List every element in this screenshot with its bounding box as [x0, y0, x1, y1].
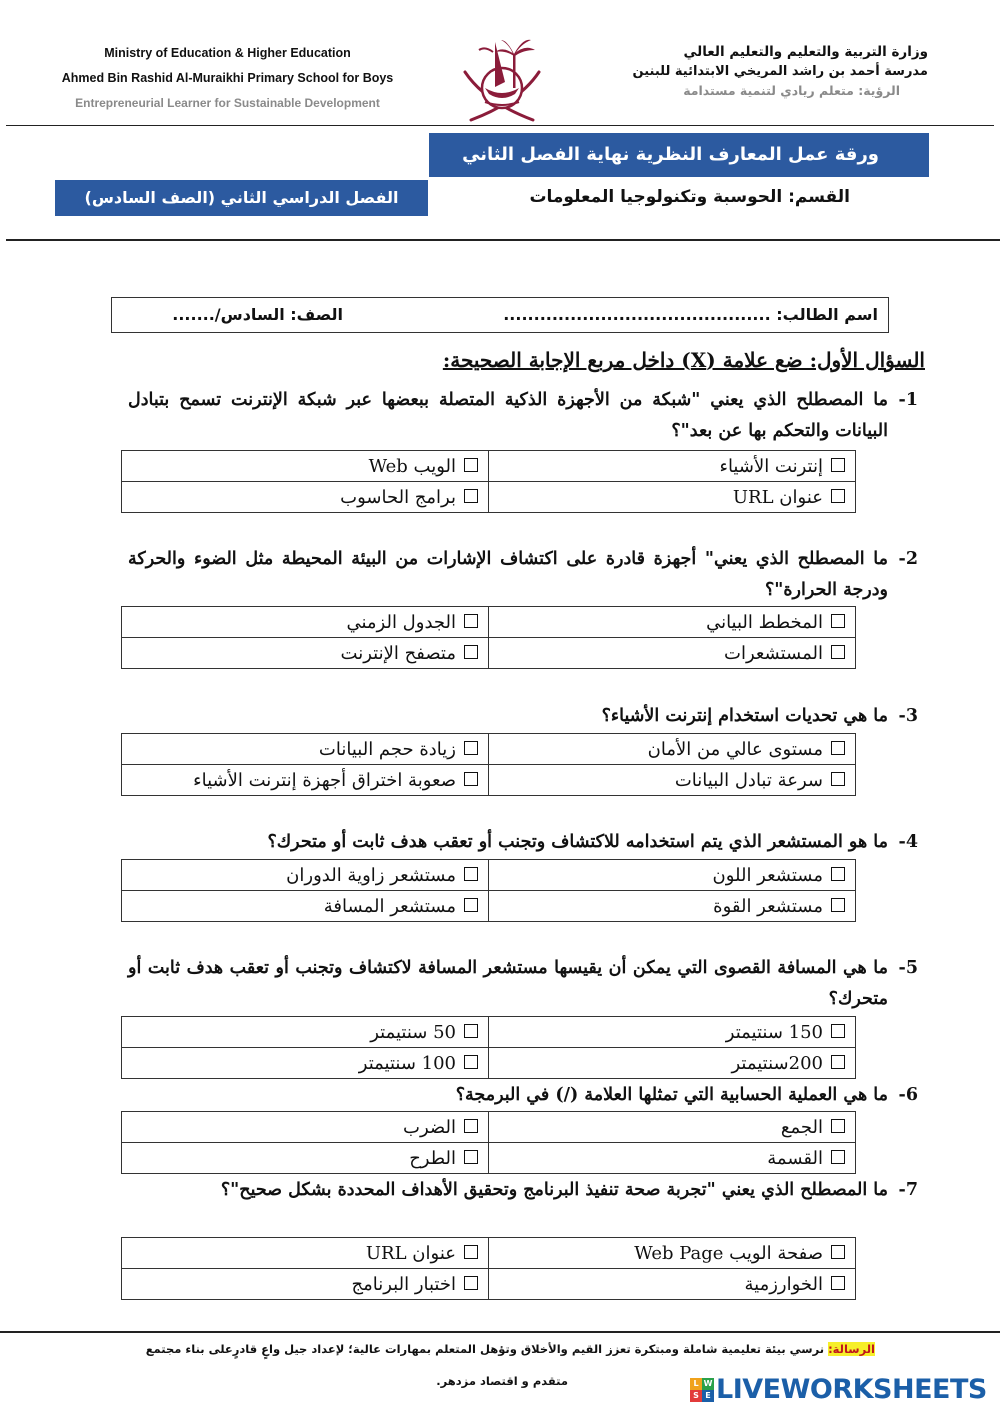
- option[interactable]: الخوارزمية: [489, 1269, 856, 1300]
- option[interactable]: الجدول الزمني: [122, 607, 489, 638]
- options-table-1: [121, 450, 856, 513]
- question-number: 6-: [898, 1085, 918, 1105]
- option[interactable]: 150 سنتيمتر: [489, 1017, 856, 1048]
- ministry-name-en: Ministry of Education & Higher Education: [104, 46, 351, 60]
- option[interactable]: صعوبة اختراق أجهزة إنترنت الأشياء: [122, 765, 489, 796]
- question-text: ما هي العملية الحسابية التي تمثلها العلامة (/) في البرمجة؟: [455, 1085, 888, 1105]
- ministry-name-ar: وزارة التربية والتعليم والتعليم العالي: [683, 44, 928, 60]
- options-table-5: [121, 1016, 856, 1079]
- liveworksheets-logo-icon: L W S E: [690, 1378, 714, 1402]
- checkbox-icon[interactable]: [831, 1024, 845, 1038]
- question-7: [128, 1175, 918, 1206]
- question-number: 3-: [898, 706, 918, 726]
- worksheet-title: ورقة عمل المعارف النظرية نهاية الفصل الثاني: [429, 133, 929, 177]
- option[interactable]: مستوى عالي من الأمان: [489, 734, 856, 765]
- message-text: نرسي بيئة تعليمية شاملة ومبتكرة تعزز القيم والأخلاق وتؤهل المتعلم بمهارات عالية؛ لإعداد جيل واعٍ قادرٍعلى بناء مجتمع: [145, 1342, 829, 1356]
- checkbox-icon[interactable]: [831, 772, 845, 786]
- option[interactable]: اختبار البرنامج: [122, 1269, 489, 1300]
- options-table-7: [121, 1237, 856, 1300]
- footer-divider: [0, 1331, 1000, 1333]
- option[interactable]: 200سنتيمتر: [489, 1048, 856, 1079]
- checkbox-icon[interactable]: [464, 458, 478, 472]
- question-text: ما هي تحديات استخدام إنترنت الأشياء؟: [601, 706, 888, 726]
- option[interactable]: زيادة حجم البيانات: [122, 734, 489, 765]
- option[interactable]: برامج الحاسوب: [122, 482, 489, 513]
- options-table-2: [121, 606, 856, 669]
- checkbox-icon[interactable]: [464, 1150, 478, 1164]
- option[interactable]: عنوان URL: [122, 1238, 489, 1269]
- option[interactable]: القسمة: [489, 1143, 856, 1174]
- question-text: ما هو المستشعر الذي يتم استخدامه للاكتشاف وتجنب أو تعقب هدف ثابت أو متحرك؟: [267, 832, 888, 852]
- question-number: 2-: [898, 549, 918, 569]
- department-label: القسم: الحوسبة وتكنولوجيا المعلومات: [529, 187, 850, 207]
- checkbox-icon[interactable]: [464, 1024, 478, 1038]
- checkbox-icon[interactable]: [831, 898, 845, 912]
- question-number: 1-: [898, 390, 918, 410]
- checkbox-icon[interactable]: [831, 741, 845, 755]
- student-name-field[interactable]: اسم الطالب: ............................................: [503, 305, 878, 324]
- checkbox-icon[interactable]: [464, 1276, 478, 1290]
- term-label: الفصل الدراسي الثاني (الصف السادس): [55, 180, 428, 216]
- question-6: [128, 1080, 918, 1111]
- vision-en: Entrepreneurial Learner for Sustainable Development: [75, 96, 380, 110]
- question-number: 7-: [898, 1180, 918, 1200]
- option[interactable]: إنترنت الأشياء: [489, 451, 856, 482]
- title-divider: [6, 239, 1000, 241]
- checkbox-icon[interactable]: [831, 489, 845, 503]
- options-table-3: [121, 733, 856, 796]
- option[interactable]: متصفح الإنترنت: [122, 638, 489, 669]
- checkbox-icon[interactable]: [464, 489, 478, 503]
- option[interactable]: مستشعر القوة: [489, 891, 856, 922]
- checkbox-icon[interactable]: [464, 614, 478, 628]
- checkbox-icon[interactable]: [831, 1055, 845, 1069]
- question-text: ما المصطلح الذي يعني "شبكة من الأجهزة الذكية المتصلة ببعضها عبر شبكة الإنترنت تسمح بتبادل البيانات والتحكم بها عن بعد"؟: [128, 390, 888, 441]
- school-name-en: Ahmed Bin Rashid Al-Muraikhi Primary School for Boys: [61, 71, 394, 85]
- checkbox-icon[interactable]: [831, 645, 845, 659]
- checkbox-icon[interactable]: [464, 898, 478, 912]
- checkbox-icon[interactable]: [831, 1276, 845, 1290]
- checkbox-icon[interactable]: [464, 1055, 478, 1069]
- vision-ar: الرؤية: متعلم ريادي لتنمية مستدامة: [683, 83, 900, 98]
- options-table-4: [121, 859, 856, 922]
- section-title: السؤال الأول: ضع علامة (X) داخل مربع الإجابة الصحيحة:: [442, 348, 925, 372]
- question-3: [128, 701, 918, 732]
- question-2: [128, 544, 918, 606]
- checkbox-icon[interactable]: [464, 1245, 478, 1259]
- checkbox-icon[interactable]: [831, 1150, 845, 1164]
- state-emblem-icon: [455, 32, 549, 126]
- option[interactable]: 100 سنتيمتر: [122, 1048, 489, 1079]
- message-label: الرسالة:: [828, 1342, 875, 1356]
- question-text: ما المصطلح الذي يعني" أجهزة قادرة على اكتشاف الإشارات من البيئة المحيطة مثل الضوء والحركة ودرجة الحرارة"؟: [128, 549, 888, 600]
- option[interactable]: مستشعر المسافة: [122, 891, 489, 922]
- option[interactable]: الويب Web: [122, 451, 489, 482]
- ministry-header-ar: [598, 42, 928, 101]
- option[interactable]: المستشعرات: [489, 638, 856, 669]
- checkbox-icon[interactable]: [831, 1119, 845, 1133]
- option[interactable]: سرعة تبادل البيانات: [489, 765, 856, 796]
- option[interactable]: المخطط البياني: [489, 607, 856, 638]
- question-text: ما هي المسافة القصوى التي يمكن أن يقيسها مستشعر المسافة لاكتشاف وتجنب أو تعقب هدف ثابت أو متحرك؟: [128, 958, 888, 1009]
- question-text: ما المصطلح الذي يعني "تجربة صحة تنفيذ البرنامج وتحقيق الأهداف المحددة بشكل صحيح"؟: [220, 1180, 888, 1200]
- school-name-ar: مدرسة أحمد بن راشد المريخي الابتدائية للبنين: [632, 64, 928, 79]
- checkbox-icon[interactable]: [831, 458, 845, 472]
- liveworksheets-brand[interactable]: [690, 1370, 990, 1406]
- option[interactable]: الجمع: [489, 1112, 856, 1143]
- question-4: [128, 827, 918, 858]
- header-divider: [6, 125, 994, 126]
- option[interactable]: عنوان URL: [489, 482, 856, 513]
- checkbox-icon[interactable]: [831, 867, 845, 881]
- checkbox-icon[interactable]: [831, 1245, 845, 1259]
- checkbox-icon[interactable]: [831, 614, 845, 628]
- question-1: [128, 385, 918, 447]
- options-table-6: [121, 1111, 856, 1174]
- checkbox-icon[interactable]: [464, 867, 478, 881]
- checkbox-icon[interactable]: [464, 1119, 478, 1133]
- liveworksheets-wordmark: LIVEWORKSHEETS: [716, 1374, 987, 1405]
- message-text-2: متقدم و اقتصاد مزدهر.: [436, 1374, 568, 1388]
- option[interactable]: الطرح: [122, 1143, 489, 1174]
- option[interactable]: مستشعر زاوية الدوران: [122, 860, 489, 891]
- question-5: [128, 953, 918, 1015]
- option[interactable]: 50 سنتيمتر: [122, 1017, 489, 1048]
- student-info-box[interactable]: [111, 297, 889, 333]
- question-number: 5-: [898, 958, 918, 978]
- ministry-header-en: [30, 44, 425, 112]
- checkbox-icon[interactable]: [464, 772, 478, 786]
- student-grade-field[interactable]: الصف: السادس/.......: [172, 305, 343, 324]
- option[interactable]: مستشعر اللون: [489, 860, 856, 891]
- option[interactable]: الضرب: [122, 1112, 489, 1143]
- option[interactable]: صفحة الويب Web Page: [489, 1238, 856, 1269]
- checkbox-icon[interactable]: [464, 741, 478, 755]
- question-number: 4-: [898, 832, 918, 852]
- checkbox-icon[interactable]: [464, 645, 478, 659]
